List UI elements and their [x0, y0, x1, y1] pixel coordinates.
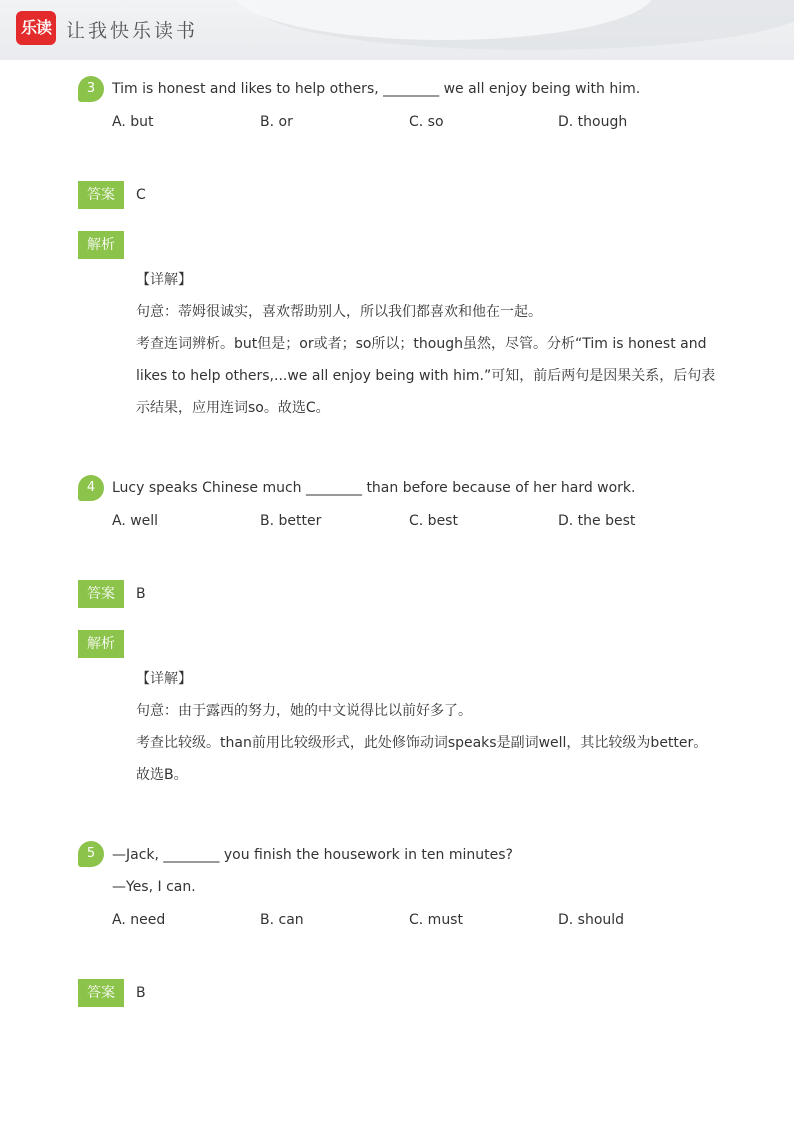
explanation-line: 故选B。 — [136, 767, 188, 783]
explanation-line: likes to help others,...we all enjoy being with him.”可知，前后两句是因果关系，后句表 — [136, 368, 716, 384]
option-d: D. the best — [558, 513, 636, 529]
explanation-line: 【详解】 — [136, 272, 192, 288]
explanation-line: 句意：蒂姆很诚实，喜欢帮助别人，所以我们都喜欢和他在一起。 — [136, 304, 542, 320]
answer-value: C — [136, 187, 146, 203]
brand-logo: 乐读 — [16, 11, 56, 45]
explanation-line: 示结果，应用连词so。故选C。 — [136, 400, 330, 416]
option-a: A. well — [112, 513, 159, 529]
question-number-badge: 3 — [78, 76, 104, 102]
explanation-line: 【详解】 — [136, 671, 192, 687]
question-stem-reply: —Yes, I can. — [112, 879, 196, 895]
analysis-tag: 解析 — [78, 630, 124, 658]
answer-tag: 答案 — [78, 181, 124, 209]
answer-value: B — [136, 985, 146, 1001]
option-b: B. better — [260, 513, 322, 529]
explanation-line: 考查连词辨析。but但是；or或者；so所以；though虽然，尽管。分析“Tim is honest and — [136, 336, 707, 352]
option-b: B. or — [260, 114, 293, 130]
question-number-badge: 5 — [78, 841, 104, 867]
explanation-line: 考查比较级。than前用比较级形式，此处修饰动词speaks是副词well，其比较级为better。 — [136, 735, 708, 751]
brand-slogan: 让我快乐读书 — [66, 20, 199, 42]
explanation-line: 句意：由于露西的努力，她的中文说得比以前好多了。 — [136, 703, 472, 719]
header-bar — [0, 0, 794, 60]
option-c: C. best — [409, 513, 458, 529]
question-number-badge: 4 — [78, 475, 104, 501]
answer-value: B — [136, 586, 146, 602]
question-stem: Tim is honest and likes to help others, ________ we all enjoy being with him. — [112, 81, 641, 97]
option-d: D. though — [558, 114, 628, 130]
option-d: D. should — [558, 912, 625, 928]
option-b: B. can — [260, 912, 304, 928]
option-a: A. need — [112, 912, 166, 928]
option-a: A. but — [112, 114, 154, 130]
option-c: C. so — [409, 114, 444, 130]
analysis-tag: 解析 — [78, 231, 124, 259]
question-stem: —Jack, ________ you finish the housework in ten minutes? — [112, 847, 513, 863]
option-c: C. must — [409, 912, 463, 928]
answer-tag: 答案 — [78, 979, 124, 1007]
answer-tag: 答案 — [78, 580, 124, 608]
question-stem: Lucy speaks Chinese much ________ than before because of her hard work. — [112, 480, 636, 496]
